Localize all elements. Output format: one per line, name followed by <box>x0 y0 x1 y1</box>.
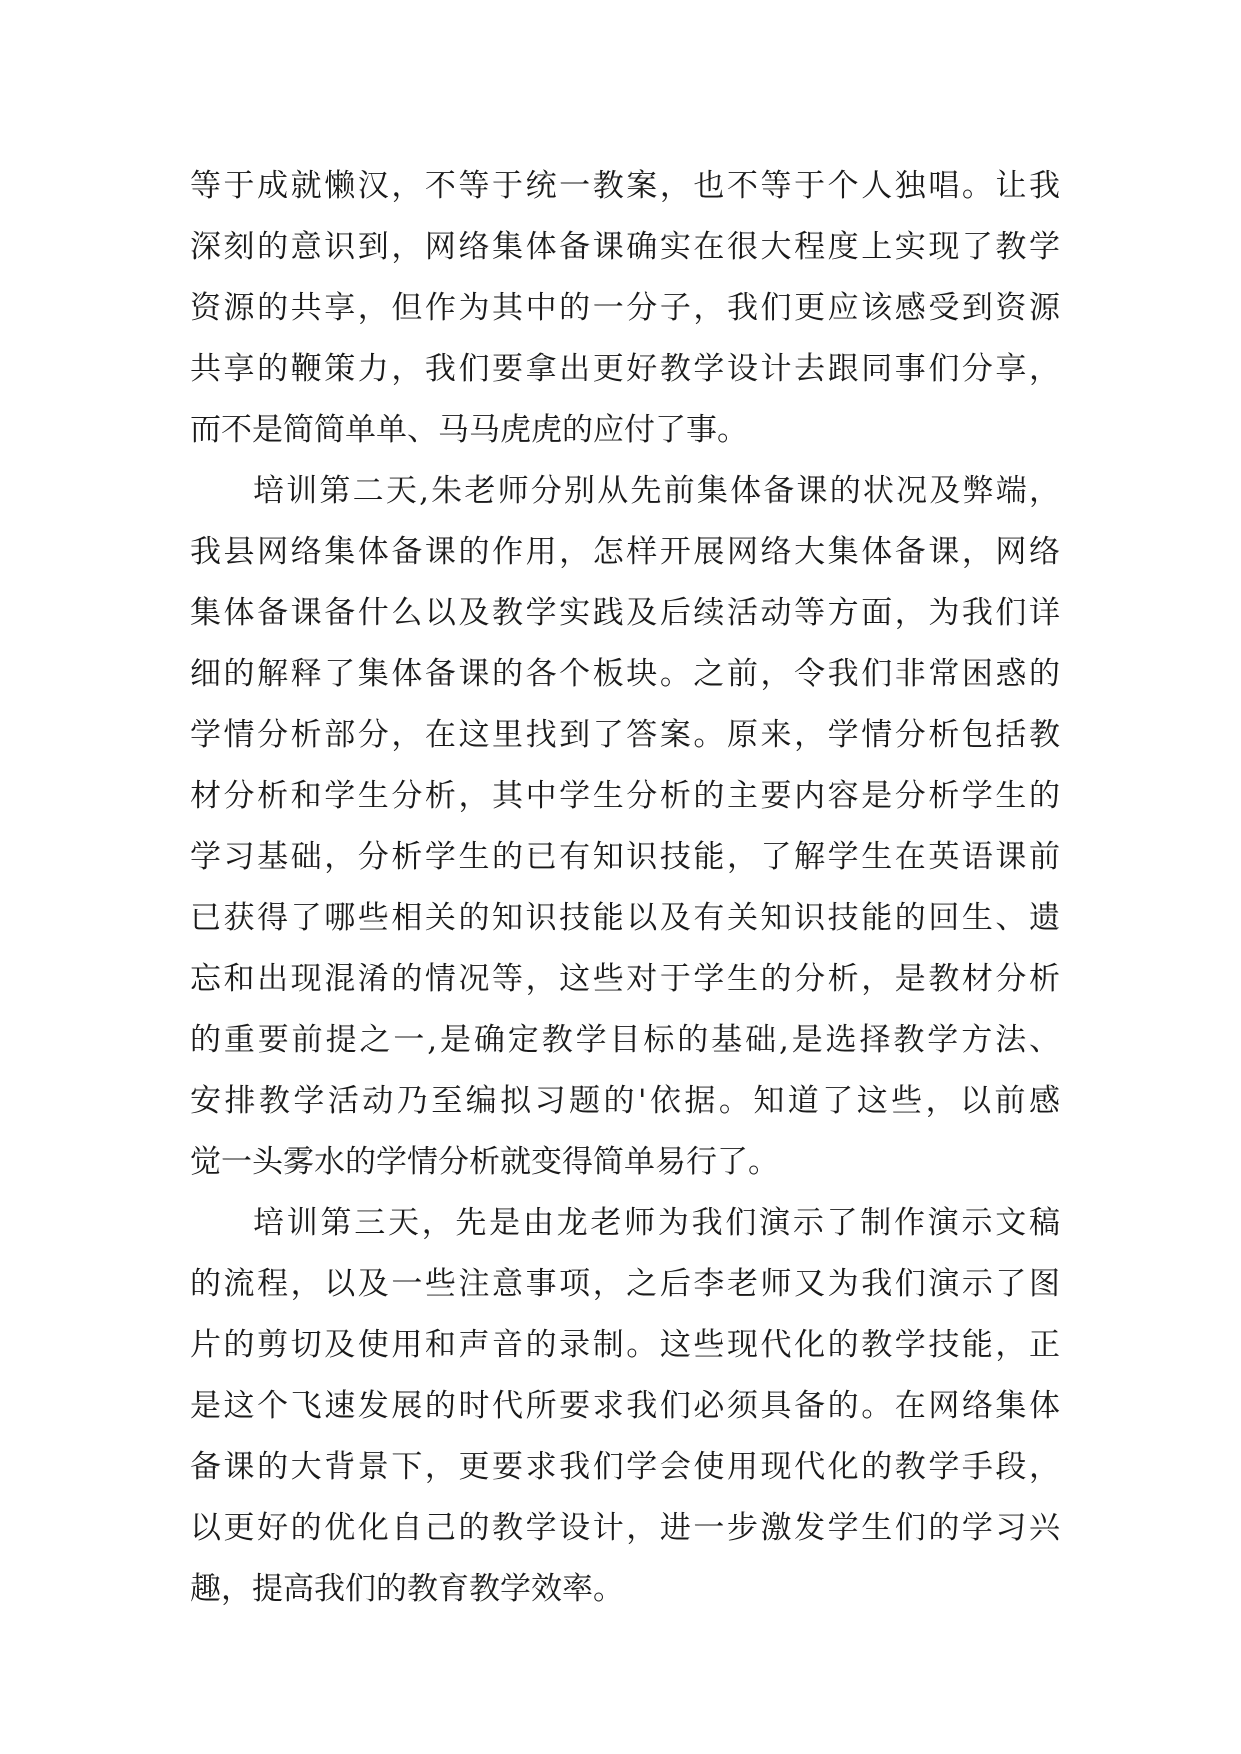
paragraph-1 <box>190 156 1060 461</box>
text-line: 等于成就懒汉，不等于统一教案，也不等于个人独唱。让我 <box>190 168 1060 204</box>
text-line: 觉一头雾水的学情分析就变得简单易行了。 <box>190 1144 779 1180</box>
text-line: 学习基础，分析学生的已有知识技能，了解学生在英语课前 <box>190 839 1060 875</box>
text-line: 趣，提高我们的教育教学效率。 <box>190 1571 624 1607</box>
text-line: 是这个飞速发展的时代所要求我们必须具备的。在网络集体 <box>190 1388 1060 1424</box>
text-line: 培训第二天,朱老师分别从先前集体备课的状况及弊端， <box>253 473 1060 509</box>
text-line: 材分析和学生分析，其中学生分析的主要内容是分析学生的 <box>190 778 1060 814</box>
text-line: 培训第三天，先是由龙老师为我们演示了制作演示文稿 <box>253 1205 1060 1241</box>
text-line: 忘和出现混淆的情况等，这些对于学生的分析，是教材分析 <box>190 961 1060 997</box>
text-line: 我县网络集体备课的作用，怎样开展网络大集体备课，网络 <box>190 534 1060 570</box>
paragraph-3 <box>190 1193 1060 1620</box>
text-line: 资源的共享，但作为其中的一分子，我们更应该感受到资源 <box>190 290 1060 326</box>
text-line: 学情分析部分，在这里找到了答案。原来，学情分析包括教 <box>190 717 1060 753</box>
document-body <box>190 156 1060 1620</box>
text-line: 集体备课备什么以及教学实践及后续活动等方面，为我们详 <box>190 595 1060 631</box>
text-line: 深刻的意识到，网络集体备课确实在很大程度上实现了教学 <box>190 229 1060 265</box>
text-line: 共享的鞭策力，我们要拿出更好教学设计去跟同事们分享， <box>190 351 1060 387</box>
text-line: 片的剪切及使用和声音的录制。这些现代化的教学技能，正 <box>190 1327 1060 1363</box>
text-line: 已获得了哪些相关的知识技能以及有关知识技能的回生、遗 <box>190 900 1060 936</box>
text-line: 的重要前提之一,是确定教学目标的基础,是选择教学方法、 <box>190 1022 1060 1058</box>
text-line: 而不是简简单单、马马虎虎的应付了事。 <box>190 412 748 448</box>
paragraph-2 <box>190 461 1060 1193</box>
text-line: 细的解释了集体备课的各个板块。之前，令我们非常困惑的 <box>190 656 1060 692</box>
text-line: 的流程，以及一些注意事项，之后李老师又为我们演示了图 <box>190 1266 1060 1302</box>
text-line: 备课的大背景下，更要求我们学会使用现代化的教学手段， <box>190 1449 1060 1485</box>
text-line: 以更好的优化自己的教学设计，进一步激发学生们的学习兴 <box>190 1510 1060 1546</box>
text-line: 安排教学活动乃至编拟习题的'依据。知道了这些，以前感 <box>190 1083 1060 1119</box>
